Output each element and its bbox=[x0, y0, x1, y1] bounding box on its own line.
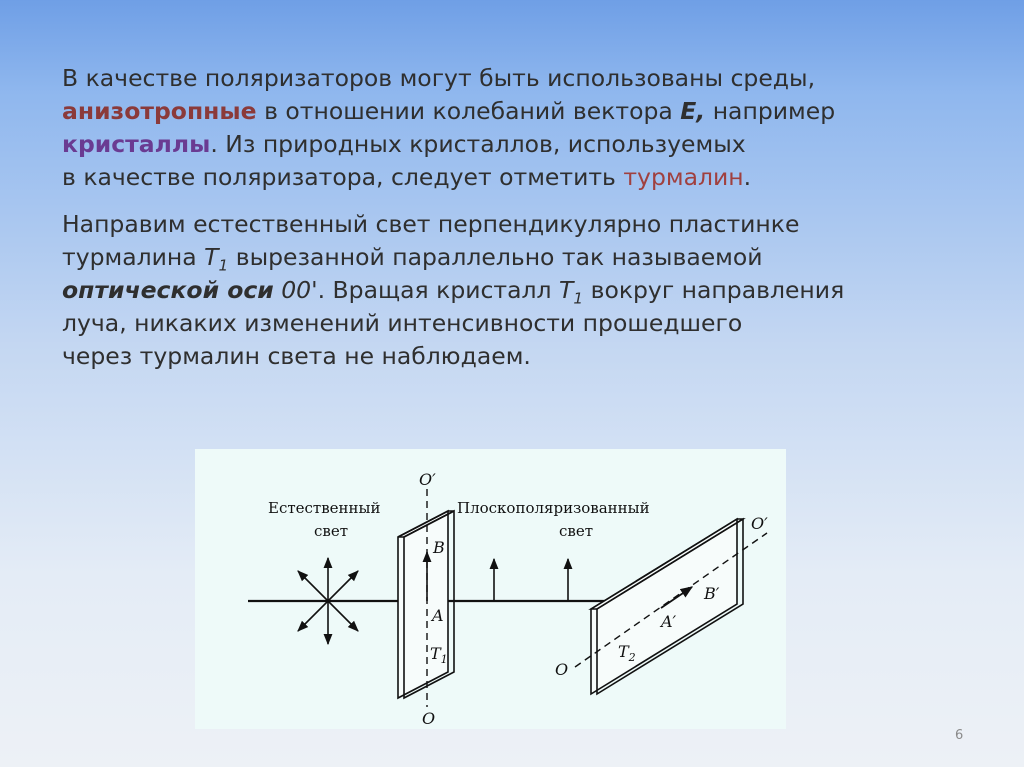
slide-body bbox=[62, 62, 982, 373]
line bbox=[62, 128, 982, 161]
label-b-prime: B′ bbox=[704, 584, 720, 603]
subscript: 1 bbox=[218, 256, 229, 275]
label-natural-light: Естественный bbox=[268, 499, 381, 517]
label-t2: $T_2$ bbox=[618, 642, 636, 664]
highlight-crystals: кристаллы bbox=[62, 130, 211, 158]
line bbox=[62, 161, 982, 194]
paragraph-polarizers bbox=[62, 62, 982, 194]
label-a: A bbox=[432, 606, 444, 625]
text: вырезанной параллельно так называемой bbox=[228, 243, 763, 271]
label-polarized-light-2: свет bbox=[559, 522, 594, 540]
label-polarized-light: Плоскополяризованный bbox=[457, 499, 650, 517]
paragraph-experiment bbox=[62, 208, 982, 373]
symbol-t: T bbox=[559, 276, 574, 304]
label-natural-light-2: свет bbox=[314, 522, 349, 540]
highlight-tourmaline: турмалин bbox=[623, 163, 744, 191]
symbol-t: T bbox=[204, 243, 219, 271]
vector-e: E, bbox=[680, 97, 706, 125]
polarization-diagram bbox=[195, 449, 786, 729]
text: в отношении колебаний вектора bbox=[256, 97, 681, 125]
line bbox=[62, 241, 982, 274]
label-a-prime: A′ bbox=[661, 612, 677, 631]
optical-axis-term: оптической оси bbox=[62, 276, 274, 304]
label-o-prime-top: O′ bbox=[419, 470, 436, 489]
text: Направим естественный свет перпендикулярно пластинке bbox=[62, 210, 800, 238]
line bbox=[62, 208, 982, 241]
text: турмалина bbox=[62, 243, 205, 271]
label-b: B bbox=[433, 538, 445, 557]
highlight-anisotropic: анизотропные bbox=[62, 97, 257, 125]
text: вокруг направления bbox=[583, 276, 845, 304]
text: через турмалин света не наблюдаем. bbox=[62, 342, 531, 370]
text: . Вращая кристалл bbox=[317, 276, 560, 304]
subscript: 1 bbox=[573, 289, 584, 308]
label-o-bottom: O bbox=[422, 709, 436, 728]
tourmaline-plate-t2 bbox=[591, 519, 743, 694]
line bbox=[62, 62, 982, 95]
label-t1: $T_1$ bbox=[430, 644, 448, 666]
label-o-prime-right: O′ bbox=[751, 514, 768, 533]
text: в качестве поляризатора, следует отметить bbox=[62, 163, 624, 191]
text: . bbox=[743, 163, 752, 191]
text: например bbox=[705, 97, 836, 125]
text: . Из природных кристаллов, используемых bbox=[210, 130, 746, 158]
tourmaline-plate-t1 bbox=[398, 511, 454, 698]
line bbox=[62, 340, 982, 373]
page-number: 6 bbox=[955, 728, 964, 743]
axis-symbol: 00' bbox=[273, 276, 318, 304]
line bbox=[62, 274, 982, 307]
diagram-svg bbox=[195, 449, 786, 729]
label-o-left: O bbox=[555, 660, 569, 679]
line bbox=[62, 307, 982, 340]
text: В качестве поляризаторов могут быть использованы среды, bbox=[62, 64, 816, 92]
line bbox=[62, 95, 982, 128]
text: луча, никаких изменений интенсивности прошедшего bbox=[62, 309, 743, 337]
